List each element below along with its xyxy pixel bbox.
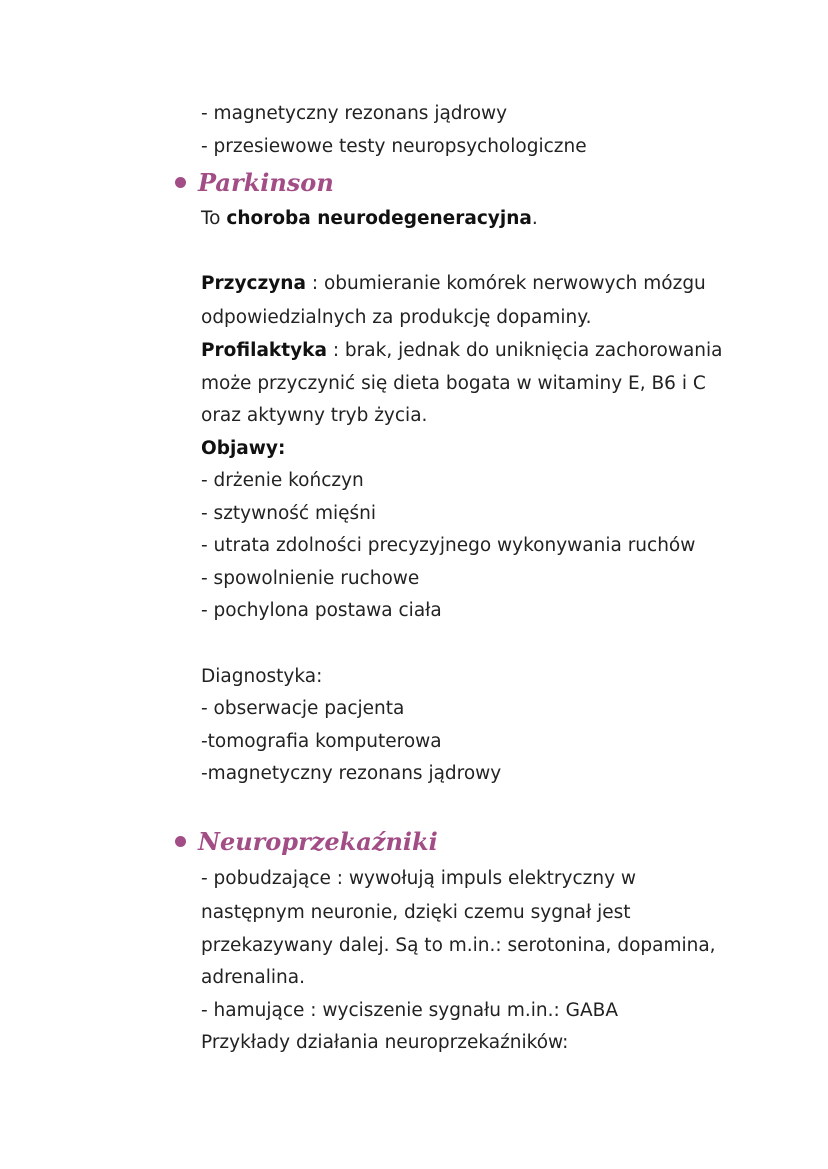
prevention-label: Profilaktyka: [201, 340, 327, 361]
list-item: - przesiewowe testy neuropsychologiczne: [201, 136, 587, 157]
list-item: - pochylona postawa ciała: [201, 600, 442, 621]
paragraph-line: - pobudzające : wywołują impuls elektryczny w: [201, 868, 637, 889]
bullet-icon: [175, 177, 186, 188]
prevention-line-2: może przyczynić się dieta bogata w witaminy E, B6 i C: [201, 373, 706, 394]
symptoms-label-text: Objawy:: [201, 438, 286, 459]
list-item: - spowolnienie ruchowe: [201, 568, 420, 589]
intro-bold: choroba neurodegeneracyjna: [226, 208, 532, 229]
intro-line: [201, 208, 788, 230]
list-item: - magnetyczny rezonans jądrowy: [201, 103, 508, 124]
paragraph-line: - hamujące : wyciszenie sygnału m.in.: GABA: [201, 1000, 618, 1021]
list-item: -magnetyczny rezonans jądrowy: [201, 763, 502, 784]
paragraph-line: przekazywany dalej. Są to m.in.: serotonina, dopamina,: [201, 935, 716, 956]
list-item: - drżenie kończyn: [201, 470, 364, 491]
prevention-text: : brak, jednak do uniknięcia zachorowania: [326, 340, 723, 361]
cause-line-2: odpowiedzialnych za produkcję dopaminy.: [201, 307, 592, 328]
list-item: - sztywność mięśni: [201, 503, 377, 524]
paragraph-line: adrenalina.: [201, 967, 305, 988]
symptoms-label: [201, 438, 788, 460]
section-heading-parkinson: [175, 168, 334, 198]
paragraph-line: Przykłady działania neuroprzekaźników:: [201, 1032, 569, 1053]
list-item: - utrata zdolności precyzyjnego wykonywania ruchów: [201, 535, 696, 556]
heading-text: Parkinson: [198, 168, 334, 197]
paragraph-line: następnym neuronie, dzięki czemu sygnał jest: [201, 902, 631, 923]
intro-prefix: To: [201, 208, 227, 229]
prevention-line: [201, 340, 788, 362]
bullet-icon: [175, 836, 186, 847]
heading-text: Neuroprzekaźniki: [198, 827, 438, 856]
diagnostics-label: Diagnostyka:: [201, 666, 323, 687]
cause-label: Przyczyna: [201, 273, 306, 294]
list-item: -tomografia komputerowa: [201, 731, 442, 752]
intro-suffix: .: [531, 208, 538, 229]
section-heading-neuroprzekazniki: [175, 827, 438, 857]
list-item: - obserwacje pacjenta: [201, 698, 405, 719]
cause-text: : obumieranie komórek nerwowych mózgu: [305, 273, 706, 294]
cause-line: [201, 273, 788, 295]
prevention-line-3: oraz aktywny tryb życia.: [201, 405, 428, 426]
